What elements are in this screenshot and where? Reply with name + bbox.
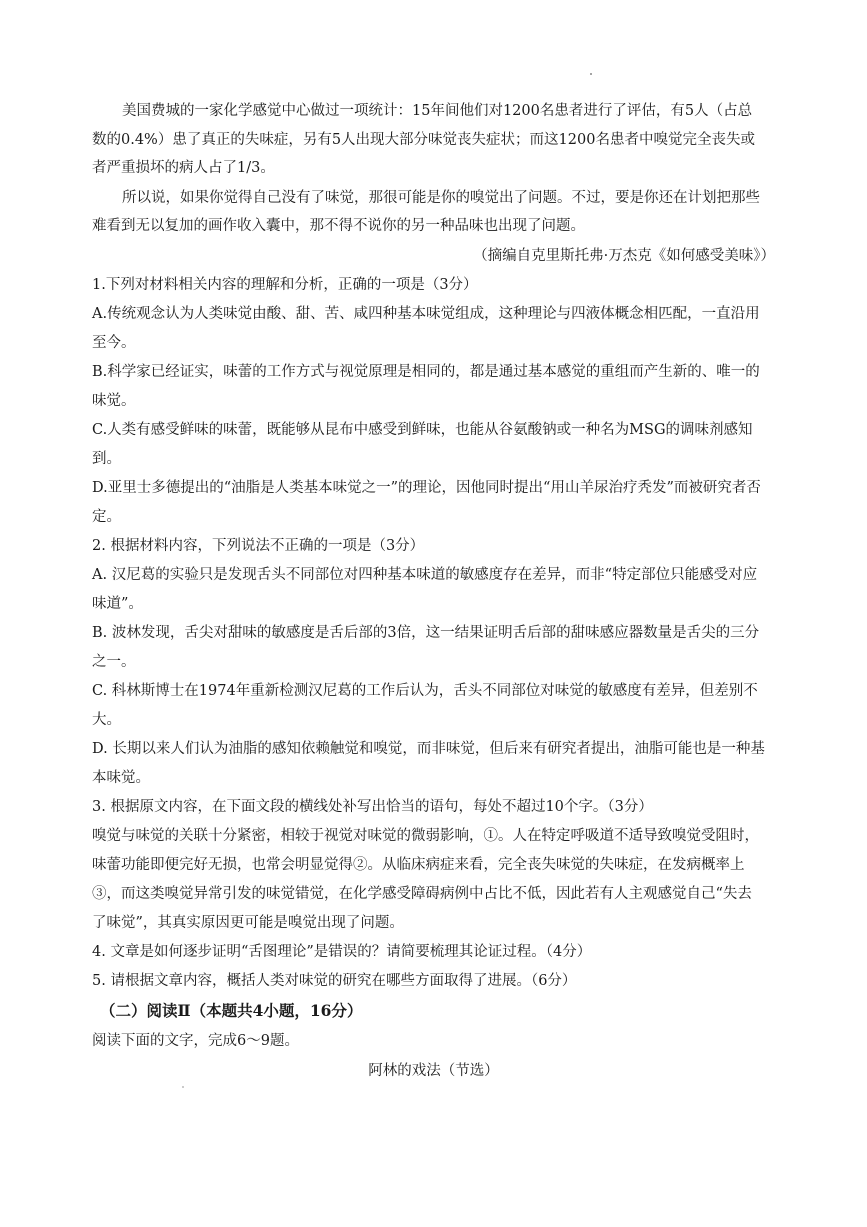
question-2-option-a-line-2: 味道”。 [92,596,143,612]
question-1-option-c-line-1: C.人类有感受鲜味的味蕾，既能够从昆布中感受到鲜味，也能从谷氨酸钠或一种名为MSG的调味剂感知 [92,422,753,438]
question-1-option-d-line-1: D.亚里士多德提出的“油脂是人类基本味觉之一”的理论，因他同时提出“用山羊尿治疗秃发”而被研究者否 [92,480,761,496]
question-3-passage-line-2: 味蕾功能即便完好无损，也常会明显觉得②。从临床病症来看，完全丧失味觉的失味症，在发病概率上 [92,857,745,873]
scan-speck [182,1086,184,1088]
section-2-instruction: 阅读下面的文字，完成6～9题。 [92,1033,299,1049]
passage-source-citation: （摘编自克里斯托弗·万杰克《如何感受美味》） [473,248,775,264]
question-2-option-c-line-2: 大。 [92,712,121,728]
question-3-passage-line-4: 了味觉”，其真实原因更可能是嗅觉出现了问题。 [92,915,404,931]
question-2-option-b-line-2: 之一。 [92,654,136,670]
question-1-option-a-line-2: 至今。 [92,335,136,351]
question-3-passage-line-3: ③，而这类嗅觉异常引发的味觉错觉，在化学感受障碍病例中占比不低，因此若有人主观感觉自己“失去 [92,886,752,902]
section-2-heading: （二）阅读Ⅱ（本题共4小题，16分） [100,1001,363,1020]
passage-paragraph-2-line-1: 所以说，如果你觉得自己没有了味觉，那很可能是你的嗅觉出了问题。不过，要是你还在计划把那些 [122,190,760,206]
passage-paragraph-1-line-2: 数的0.4%）患了真正的失味症，另有5人出现大部分味觉丧失症状；而这1200名患者中嗅觉完全丧失或 [92,132,755,148]
question-1-option-b-line-2: 味觉。 [92,393,136,409]
question-2-option-b-line-1: B. 波林发现，舌尖对甜味的敏感度是舌后部的3倍，这一结果证明舌后部的甜味感应器数量是舌尖的三分 [92,625,760,641]
question-4-stem: 4. 文章是如何逐步证明“舌图理论”是错误的？请简要梳理其论证过程。（4分） [92,944,592,960]
question-2-option-c-line-1: C. 科林斯博士在1974年重新检测汉尼葛的工作后认为，舌头不同部位对味觉的敏感度有差异，但差别不 [92,683,758,699]
question-3-stem: 3. 根据原文内容，在下面文段的横线处补写出恰当的语句，每处不超过10个字。（3分） [92,799,653,815]
question-1-option-d-line-2: 定。 [92,509,121,525]
question-3-passage-line-1: 嗅觉与味觉的关联十分紧密，相较于视觉对味觉的微弱影响，①。人在特定呼吸道不适导致嗅觉受阻时， [92,828,759,844]
question-2-option-d-line-1: D. 长期以来人们认为油脂的感知依赖触觉和嗅觉，而非味觉，但后来有研究者提出，油脂可能也是一种基 [92,741,765,757]
passage-paragraph-1-line-3: 者严重损坏的病人占了1/3。 [92,160,275,176]
question-2-option-a-line-1: A. 汉尼葛的实验只是发现舌头不同部位对四种基本味道的敏感度存在差异，而非“特定部位只能感受对应 [92,567,758,583]
question-2-option-d-line-2: 本味觉。 [92,770,150,786]
section-2-article-title: 阿林的戏法（节选） [368,1063,499,1079]
question-1-option-a-line-1: A.传统观念认为人类味觉由酸、甜、苦、咸四种基本味觉组成，这种理论与四液体概念相匹配，一直沿用 [92,306,760,322]
passage-paragraph-2-line-2: 难看到无以复加的画作收入囊中，那不得不说你的另一种品味也出现了问题。 [92,218,585,234]
question-1-option-b-line-1: B.科学家已经证实，味蕾的工作方式与视觉原理是相同的，都是通过基本感觉的重组而产生新的、唯一的 [92,364,760,380]
question-5-stem: 5. 请根据文章内容，概括人类对味觉的研究在哪些方面取得了进展。（6分） [92,973,577,989]
passage-paragraph-1-line-1: 美国费城的一家化学感觉中心做过一项统计：15年间他们对1200名患者进行了评估，有5人（占总 [122,103,753,119]
question-2-stem: 2. 根据材料内容，下列说法不正确的一项是（3分） [92,538,425,554]
scan-speck [590,73,592,75]
question-1-option-c-line-2: 到。 [92,451,121,467]
question-1-stem: 1.下列对材料相关内容的理解和分析，正确的一项是（3分） [92,277,478,293]
